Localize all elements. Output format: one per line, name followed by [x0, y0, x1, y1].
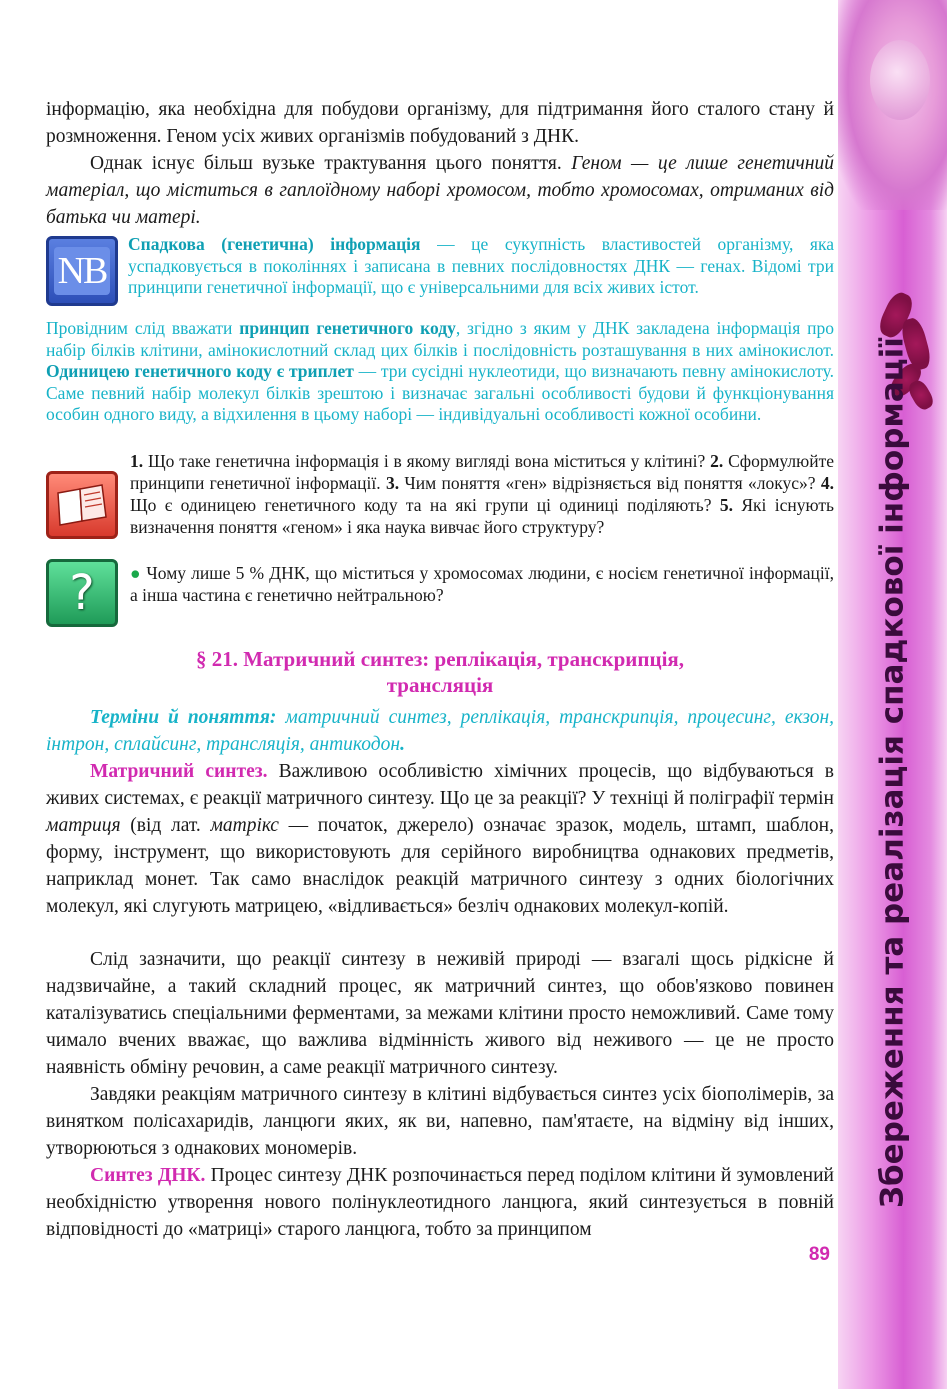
paragraph: Завдяки реакціям матричного синтезу в клітині відбувається синтез усіх біополімерів, за винятком полісахаридів, ланцюги яких, як ви, напевно, пам'ятаєте, на відміну від інших, утворюються з однакових мономерів. — [46, 1084, 834, 1159]
paragraph: Слід зазначити, що реакції синтезу в неживій природі — взагалі щось рідкісне й надзвичайне, а такий складний процес, як матричний синтез, що обов'язково повинен каталізуватись спеціальними ферментами, за межами клітини просто неможливий. Саме тому чимало вчених вважає, що важлива відмінність живого від неживого — це не просто наявність обміну речовин, а саме реакції матричного синтезу. — [46, 949, 834, 1078]
book-icon — [46, 471, 118, 539]
think-question: ● Чому лише 5 % ДНК, що міститься у хромосомах людини, є носієм генетичної інформації, а інша частина є генетично нейтральною? — [130, 563, 834, 605]
paragraph-dna-synthesis: Синтез ДНК. Процес синтезу ДНК розпочинається перед поділом клітини й зумовлений необхідністю утворення нового полінуклеотидного ланцюга, який синтезується в повній відповідності до «матриці» старого ланцюга, тобто за принципом — [46, 1165, 834, 1240]
review-questions: 1. Що таке генетична інформація і в якому вигляді вона міститься у клітині? 2. Сформулюйте принципи генетичної інформації. 3. Чим поняття «ген» відрізняється від поняття «локус»? 4. Що є одиницею генетичного коду та на які групи ці одиниці поділяють? 5. Які існують визначення поняття «геном» і яка наука вивчає його структуру? — [130, 451, 835, 537]
paragraph: Однак існує більш вузьке трактування цього поняття. Геном — це лише генетичний матеріал, що міститься в гаплоїдному наборі хромосом, тобто хромосомах, отриманих від батька чи матері. — [46, 153, 835, 228]
nb-icon: NB — [46, 236, 118, 306]
nb-principles: Провідним слід вважати принцип генетичного коду, згідно з яким у ДНК закладена інформація про набір білків клітини, амінокислотний склад цих білків і послідовність розташування в них амінокислот. Одиницею генетичного коду є триплет — три сусідні нуклеотиди, що визначають певну амінокислоту. Саме певний набір молекул білків зрештою і визначає загальні особливості будови й функціонування особин одного виду, а відхилення в цьому наборі — індивідуальні особливості кожної особини. — [46, 318, 834, 424]
open-book-icon — [54, 483, 110, 527]
paragraph: інформацію, яка необхідна для побудови організму, для підтримання його сталого стану й розмноження. Геном усіх живих організмів побудований з ДНК. — [46, 99, 834, 147]
question-icon: ? — [46, 559, 118, 627]
chapter-side-title: Збереження та реалізація спадкової інформації — [874, 337, 911, 1208]
page-number: 89 — [808, 1244, 830, 1265]
nb-definition: Спадкова (генетична) інформація — це сукупність властивостей організму, яка успадковується в поколіннях і записана в певних послідовностях ДНК — генах. Відомі три принципи генетичної інформації, що є універсальними для всіх живих істот. — [128, 234, 834, 297]
terms-line: Терміни й поняття: матричний синтез, реплікація, транскрипція, процесинг, екзон, інтрон, сплайсинг, трансляція, антикодон. — [46, 707, 834, 755]
paragraph-matrix-synthesis: Матричний синтез. Важливою особливістю хімічних процесів, що відбуваються в живих системах, є реакції матричного синтезу. Що це за реакції? У техніці й поліграфії термін матриця (від лат. матрікс — початок, джерело) означає зразок, модель, штамп, шаблон, форму, інструмент, що використовують для серійного виробництва однакових предметів, наприклад монет. Так само внаслідок реакцій матричного синтезу з одних біологічних молекул, які слугують матрицею, «відливається» безліч однакових молекул-копій. — [46, 761, 835, 917]
section-title: § 21. Матричний синтез: реплікація, транскрипція, трансляція — [195, 647, 685, 697]
